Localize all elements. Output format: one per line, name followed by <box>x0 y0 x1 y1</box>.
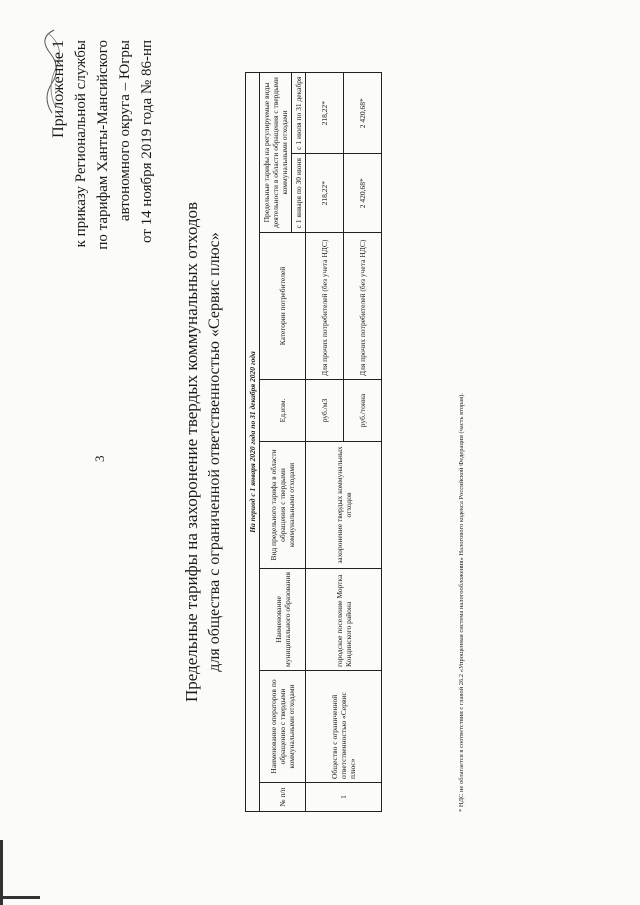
title-line: для общества с ограниченной ответственностью «Сервис плюс» <box>206 232 223 672</box>
cell-num: 1 <box>306 783 382 812</box>
cell-consumer-1: Для прочих потребителей (без учета НДС) <box>306 233 344 380</box>
header-period-1: с 1 января по 30 июня <box>292 154 306 233</box>
title-line: Предельные тарифы на захоронение твердых коммунальных отходов <box>182 201 201 703</box>
appendix-line: от 14 ноября 2019 года № 86-нп <box>139 40 155 244</box>
document-title <box>180 12 226 892</box>
cell-value-2-1: 2 420,68* <box>344 154 382 233</box>
cell-activity: захоронение твердых коммунальных отходов <box>306 442 382 569</box>
header-operator: Наименование операторов по обращению с твердыми коммунальными отходами <box>260 671 306 783</box>
appendix-line: по тарифам Ханты-Мансийского <box>95 40 111 250</box>
footnote: * НДС не облагается в соответствии с главой 26.2 «Упрощенная система налогообложения» Налогового кодекса Российской Федерации (часть вторая). <box>458 393 465 812</box>
cell-operator: Общество с ограниченной ответственностью «Сервис плюс» <box>306 671 382 783</box>
rotated-document <box>40 12 600 892</box>
cell-value-1-2: 218,22* <box>306 73 344 154</box>
table-row <box>306 73 344 812</box>
cell-municipality: городское поселение Мортка Кондинского района <box>306 569 382 671</box>
tariff-table <box>245 72 382 812</box>
header-consumers: Категории потребителей <box>260 233 306 380</box>
cell-unit-1: руб./м3 <box>306 380 344 442</box>
header-activity: Вид предельного тарифа в области обращения с твердыми коммунальными отходами <box>260 442 306 569</box>
cell-value-1-1: 218,22* <box>306 154 344 233</box>
appendix-line: к приказу Региональной службы <box>73 40 89 248</box>
header-num: № п/п <box>260 783 306 812</box>
appendix-block <box>48 40 158 250</box>
header-unit: Ед.изм. <box>260 380 306 442</box>
cell-unit-2: руб./тонна <box>344 380 382 442</box>
appendix-line: автономного округа – Югры <box>117 40 133 222</box>
period-header: На период с 1 января 2020 года по 31 декабря 2020 года <box>246 73 260 812</box>
header-municipality: Наименование муниципального образования <box>260 569 306 671</box>
period-row <box>246 73 260 812</box>
header-period-2: с 1 июля по 31 декабря <box>292 73 306 154</box>
header-tariffs: Предельные тарифы на регулируемые виды деятельности в области обращения с твердыми коммунальными отходами <box>260 73 292 233</box>
scan-mark-bottom <box>0 896 40 899</box>
cell-consumer-2: Для прочих потребителей (без учета НДС) <box>344 233 382 380</box>
header-row <box>260 73 292 812</box>
appendix-title: Приложение 1 <box>50 40 67 138</box>
page-number: 3 <box>92 455 107 462</box>
cell-value-2-2: 2 420,68* <box>344 73 382 154</box>
